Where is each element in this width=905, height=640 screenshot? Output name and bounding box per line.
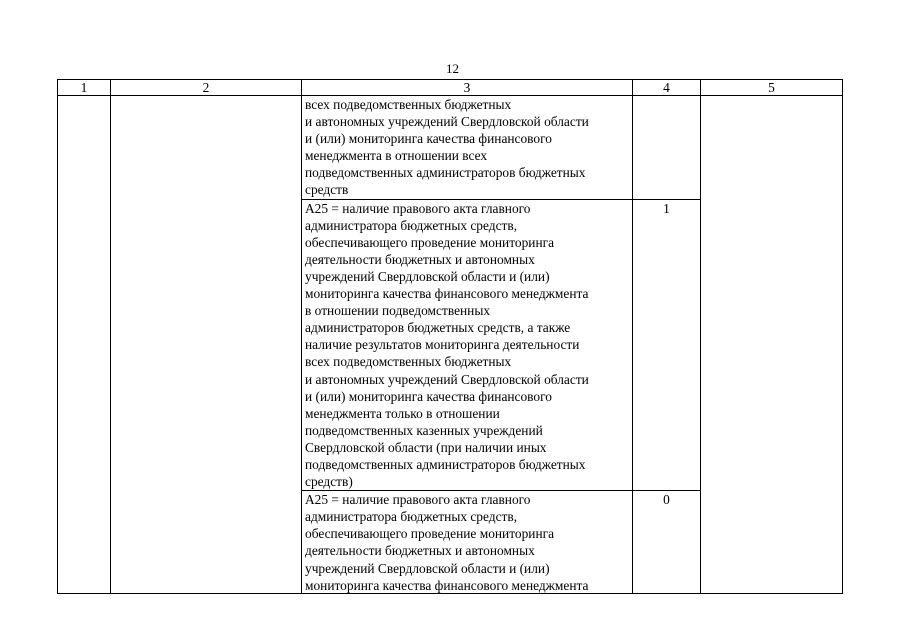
criterion-text-line: Свердловской области (при наличии иных bbox=[305, 439, 547, 455]
criterion-text-line: и автономных учреждений Свердловской области bbox=[305, 114, 589, 130]
criterion-text-line: и (или) мониторинга качества финансового bbox=[305, 131, 552, 147]
cell-criterion bbox=[302, 96, 633, 200]
criterion-text-line: и автономных учреждений Свердловской области bbox=[305, 371, 589, 387]
criterion-text-line: подведомственных казенных учреждений bbox=[305, 422, 543, 438]
criterion-text-line: администраторов бюджетных средств, а также bbox=[305, 320, 571, 336]
criterion-text-line: в отношении подведомственных bbox=[305, 303, 491, 319]
cell-criterion bbox=[302, 491, 633, 594]
column-header-2: 2 bbox=[111, 80, 302, 96]
criterion-text-line: средств) bbox=[305, 474, 353, 490]
criterion-text-line: мониторинга качества финансового менеджмента bbox=[305, 286, 589, 302]
criterion-text-line: деятельности бюджетных и автономных bbox=[305, 251, 535, 267]
criterion-text-line: средств bbox=[305, 182, 349, 198]
table-row bbox=[58, 96, 843, 200]
criterion-text-line: А25 = наличие правового акта главного bbox=[305, 492, 531, 508]
criterion-text-line: всех подведомственных бюджетных bbox=[305, 97, 512, 112]
column-header-4: 4 bbox=[633, 80, 701, 96]
indicator-table bbox=[57, 79, 843, 594]
criterion-text-line: А25 = наличие правового акта главного bbox=[305, 200, 531, 216]
page-number: 12 bbox=[446, 61, 459, 76]
table-header-row bbox=[58, 80, 843, 96]
criterion-text-line: учреждений Свердловской области и (или) bbox=[305, 560, 550, 576]
criterion-text-line: администратора бюджетных средств, bbox=[305, 509, 518, 525]
criterion-text-line: менеджмента в отношении всех bbox=[305, 148, 488, 164]
criterion-text-line: администратора бюджетных средств, bbox=[305, 217, 518, 233]
cell-note bbox=[701, 96, 843, 594]
criterion-text-line: менеджмента только в отношении bbox=[305, 405, 500, 421]
cell-number bbox=[58, 96, 111, 594]
cell-criterion bbox=[302, 199, 633, 491]
cell-score bbox=[633, 96, 701, 200]
criterion-text-line: учреждений Свердловской области и (или) bbox=[305, 268, 550, 284]
criterion-text-line: обеспечивающего проведение мониторинга bbox=[305, 234, 555, 250]
criterion-text-line: мониторинга качества финансового менеджмента bbox=[305, 577, 589, 593]
column-header-3: 3 bbox=[302, 80, 633, 96]
criterion-text-line: деятельности бюджетных и автономных bbox=[305, 543, 535, 559]
criterion-text-line: подведомственных администраторов бюджетных bbox=[305, 456, 586, 472]
criterion-text-line: обеспечивающего проведение мониторинга bbox=[305, 526, 555, 542]
criterion-text-line: всех подведомственных бюджетных bbox=[305, 354, 512, 370]
column-header-1: 1 bbox=[58, 80, 111, 96]
criterion-text-line: и (или) мониторинга качества финансового bbox=[305, 388, 552, 404]
cell-score: 0 bbox=[633, 491, 701, 594]
cell-score: 1 bbox=[633, 199, 701, 491]
cell-indicator-name bbox=[111, 96, 302, 594]
criterion-text-line: наличие результатов мониторинга деятельности bbox=[305, 337, 580, 353]
criterion-text-line: подведомственных администраторов бюджетных bbox=[305, 165, 586, 181]
column-header-5: 5 bbox=[701, 80, 843, 96]
